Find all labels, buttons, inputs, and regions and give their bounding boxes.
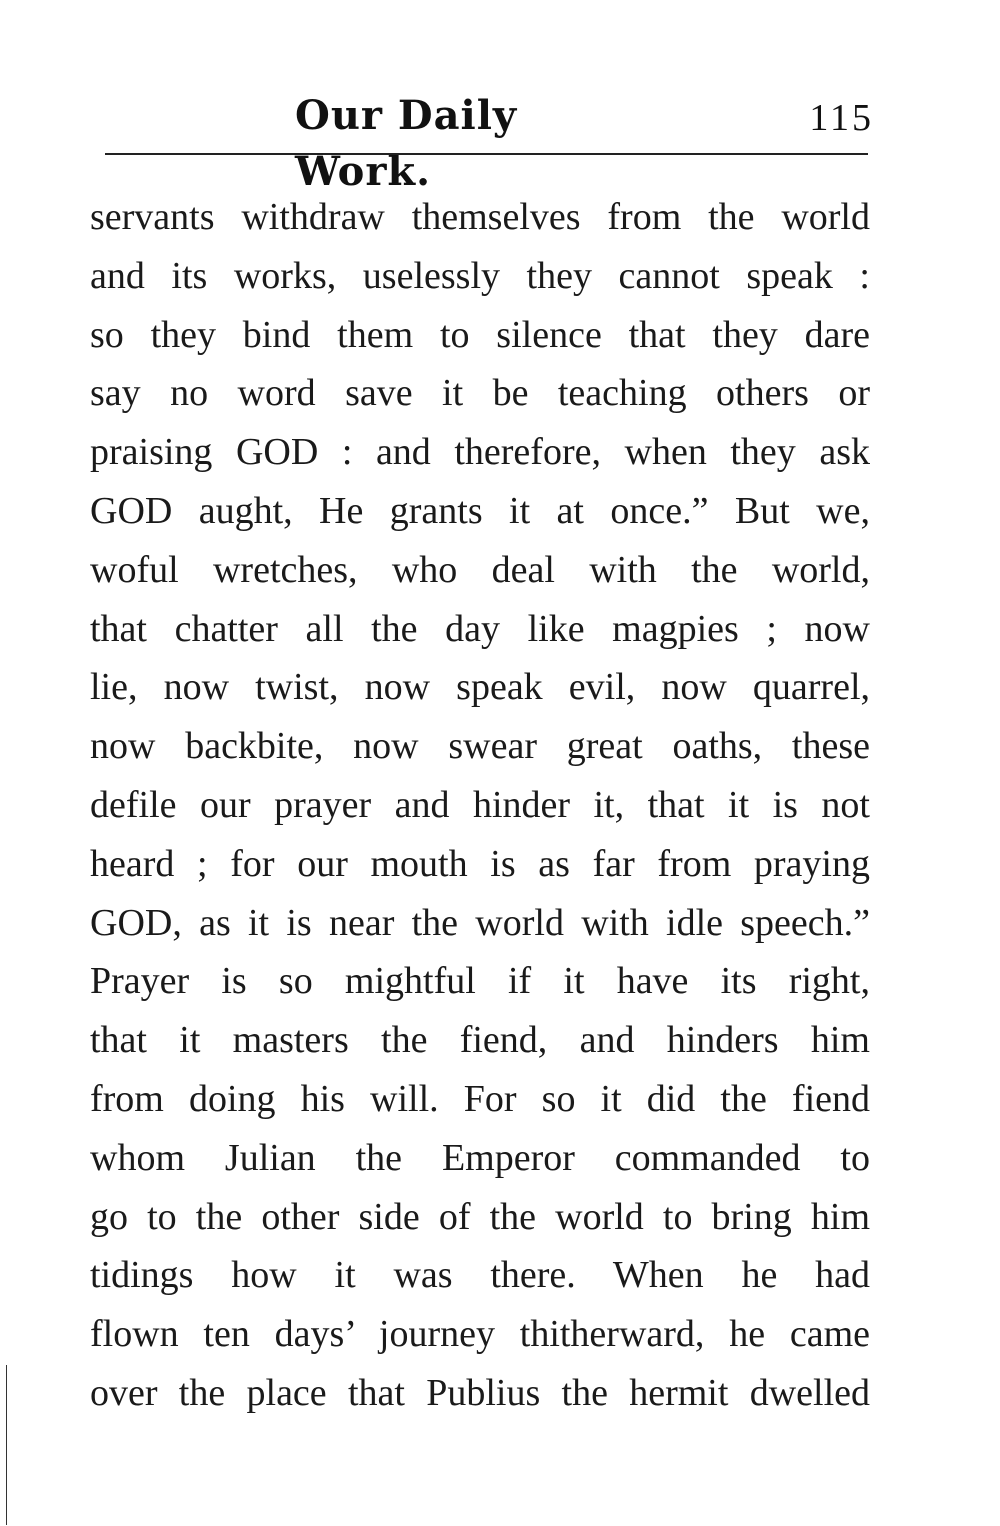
text-line: tidings how it was there. When he had bbox=[90, 1254, 870, 1297]
text-line: over the place that Publius the hermit dwelled bbox=[90, 1371, 870, 1414]
text-line: woful wretches, who deal with the world, bbox=[90, 548, 870, 591]
running-title: Our Daily Work. bbox=[295, 92, 518, 195]
text-line: GOD, as it is near the world with idle speech.” bbox=[90, 901, 870, 944]
text-line: go to the other side of the world to bring him bbox=[90, 1195, 870, 1238]
text-line: Prayer is so mightful if it have its right, bbox=[90, 960, 870, 1003]
running-head bbox=[0, 88, 1000, 195]
text-line: now backbite, now swear great oaths, these bbox=[90, 725, 870, 768]
page-number: 115 bbox=[809, 97, 874, 139]
text-line: lie, now twist, now speak evil, now quarrel, bbox=[90, 666, 870, 709]
text-line: and its works, uselessly they cannot speak : bbox=[90, 254, 870, 297]
header-rule bbox=[105, 153, 868, 155]
text-line: flown ten days’ journey thitherward, he came bbox=[90, 1313, 870, 1356]
text-line: servants withdraw themselves from the world bbox=[90, 196, 870, 238]
text-line: so they bind them to silence that they dare bbox=[90, 313, 870, 356]
text-line: from doing his will. For so it did the fiend bbox=[90, 1077, 870, 1120]
text-line: whom Julian the Emperor commanded to bbox=[90, 1136, 870, 1179]
text-line: say no word save it be teaching others or bbox=[90, 372, 870, 415]
gutter-line bbox=[6, 1365, 7, 1525]
text-line: that it masters the fiend, and hinders him bbox=[90, 1019, 870, 1062]
body-text bbox=[90, 188, 870, 1423]
text-line: that chatter all the day like magpies ; now bbox=[90, 607, 870, 650]
text-line: heard ; for our mouth is as far from praying bbox=[90, 842, 870, 885]
text-line: defile our prayer and hinder it, that it is not bbox=[90, 783, 870, 826]
text-line: GOD aught, He grants it at once.” But we, bbox=[90, 489, 870, 532]
text-line: praising GOD : and therefore, when they ask bbox=[90, 431, 870, 474]
